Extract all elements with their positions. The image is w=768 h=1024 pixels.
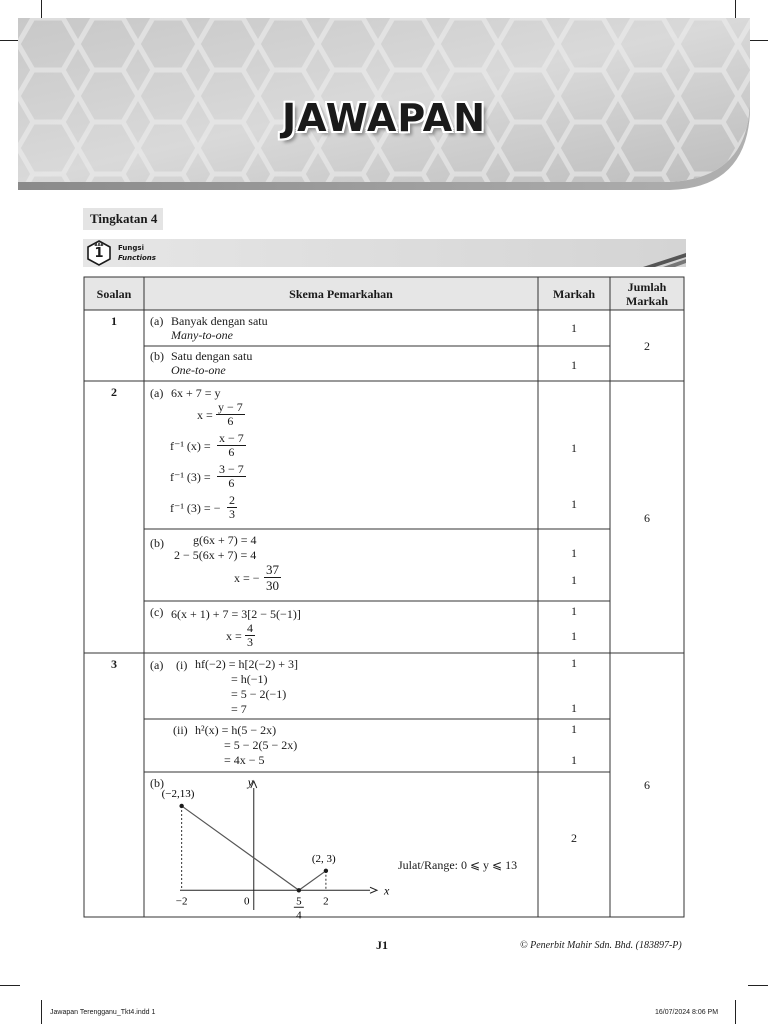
q2b-line-2: 2 − 5(6x + 7) = 4 (174, 548, 257, 562)
q2a-mark-2: 1 (571, 497, 577, 511)
x-tick-label-1: 0 (244, 895, 250, 908)
q3ai-line-1: hf(−2) = h[2(−2) + 3] (195, 657, 299, 671)
x-tick-label-0: −2 (175, 895, 188, 908)
slug-filename: Jawapan Terengganu_Tkt4.indd 1 (50, 1009, 156, 1016)
q2a-line-5-num: 2 (229, 493, 235, 507)
y-axis-label: y (247, 775, 254, 789)
question-3-number: 3 (111, 657, 117, 671)
q1a-mark: 1 (571, 321, 577, 335)
q3aii-mark-1: 1 (571, 722, 577, 736)
q2c-line-2-num: 4 (247, 621, 253, 635)
q1b-ms: Satu dengan satu (171, 349, 253, 363)
q2a-line-1: 6x + 7 = y (171, 386, 221, 400)
x-tick-label-2-num: 5 (296, 895, 302, 908)
slug-timestamp: 16/07/2024 8:06 PM (655, 1009, 719, 1016)
q2a-line-4-den: 6 (228, 476, 235, 490)
x-axis-label: x (384, 883, 390, 898)
section-label: Tingkatan 4 (83, 208, 163, 230)
data-point-1 (297, 888, 301, 892)
page-title: JAWAPAN (281, 96, 487, 140)
q2a-line-3-lhs: f⁻¹ (x) = (170, 439, 211, 453)
q3ai-label: (i) (176, 658, 188, 672)
q3b-range: Julat/Range: 0 ⩽ y ⩽ 13 (398, 858, 518, 872)
chapter-title-ms: Fungsi (118, 244, 144, 252)
question-2-number: 2 (111, 385, 117, 399)
chapter-number: 1 (94, 246, 104, 261)
q2a-line-2-den: 6 (227, 414, 234, 428)
chapter-title-en: Functions (118, 254, 156, 262)
header-soalan: Soalan (96, 287, 132, 301)
q1b-mark: 1 (571, 358, 577, 372)
q3ai-line-2: = h(−1) (231, 672, 268, 686)
q3-total: 6 (644, 778, 650, 792)
q2c-label: (c) (150, 605, 164, 619)
q2b-line-3-den: 30 (266, 578, 279, 593)
point-label-2: (2, 3) (311, 852, 336, 865)
q2a-line-5-den: 3 (229, 507, 235, 521)
q3aii-line-1: h²(x) = h(5 − 2x) (195, 723, 277, 737)
x-tick-label-2-den: 4 (296, 909, 302, 922)
q2c-line-1: 6(x + 1) + 7 = 3[2 − 5(−1)] (171, 607, 301, 621)
q2c-line-2-lhs: x = (226, 629, 242, 643)
q2b-mark-2: 1 (571, 573, 577, 587)
q3aii-line-2: = 5 − 2(5 − 2x) (224, 738, 298, 752)
header-markah: Markah (553, 287, 595, 301)
graph-marks (162, 788, 336, 921)
q2b-mark-1: 1 (571, 546, 577, 560)
q2b-line-3-lhs: x = − (234, 571, 260, 585)
q1a-ms: Banyak dengan satu (171, 314, 268, 328)
data-point-0 (179, 804, 183, 808)
q1b-label: (b) (150, 349, 164, 363)
q3aii-mark-2: 1 (571, 753, 577, 767)
q3b-mark: 2 (571, 831, 577, 845)
point-label-0: (−2,13) (161, 787, 195, 800)
header-jumlah-2: Markah (626, 294, 668, 308)
q2b-line-3-num: 37 (266, 562, 279, 577)
q3ai-line-3: = 5 − 2(−1) (231, 687, 287, 701)
x-axis-arrow (370, 887, 377, 893)
header-jumlah-1: Jumlah (627, 280, 667, 294)
q2a-line-2-num: y − 7 (218, 400, 243, 414)
q2a-line-3-num: x − 7 (219, 431, 244, 445)
question-1-number: 1 (111, 314, 117, 328)
q2a-line-4-num: 3 − 7 (219, 462, 244, 476)
q2b-label: (b) (150, 536, 164, 550)
q2a-line-2-lhs: x = (197, 408, 213, 422)
q3ai-line-4: = 7 (231, 702, 247, 716)
x-tick-label-3: 2 (323, 895, 329, 908)
q2c-line-2-den: 3 (247, 635, 253, 649)
q3aii-line-3: = 4x − 5 (224, 753, 265, 767)
q3aii-label: (ii) (173, 723, 188, 737)
q2a-line-4-lhs: f⁻¹ (3) = (170, 470, 211, 484)
q2-total: 6 (644, 511, 650, 525)
q3ai-mark-1: 1 (571, 656, 577, 670)
copyright: © Penerbit Mahir Sdn. Bhd. (183897-P) (520, 940, 682, 951)
q2c-mark-2: 1 (571, 629, 577, 643)
header-skema: Skema Pemarkahan (289, 287, 393, 301)
page-number: J1 (376, 938, 388, 952)
q2a-mark-1: 1 (571, 441, 577, 455)
q1a-label: (a) (150, 314, 164, 328)
data-point-2 (324, 869, 328, 873)
chapter-bab-label: BAB (94, 242, 104, 247)
q1-total: 2 (644, 339, 650, 353)
q2a-line-3-den: 6 (228, 445, 235, 459)
q2c-mark-1: 1 (571, 604, 577, 618)
q3b-label: (b) (150, 776, 164, 790)
q2a-line-5-lhs: f⁻¹ (3) = − (170, 501, 221, 515)
q3ai-mark-2: 1 (571, 701, 577, 715)
q2a-label: (a) (150, 386, 164, 400)
graph-axes (180, 775, 390, 910)
q2b-line-1: g(6x + 7) = 4 (193, 533, 257, 547)
q1a-en: Many-to-one (171, 328, 233, 342)
q3a-label: (a) (150, 658, 164, 672)
q1b-en: One-to-one (171, 363, 226, 377)
